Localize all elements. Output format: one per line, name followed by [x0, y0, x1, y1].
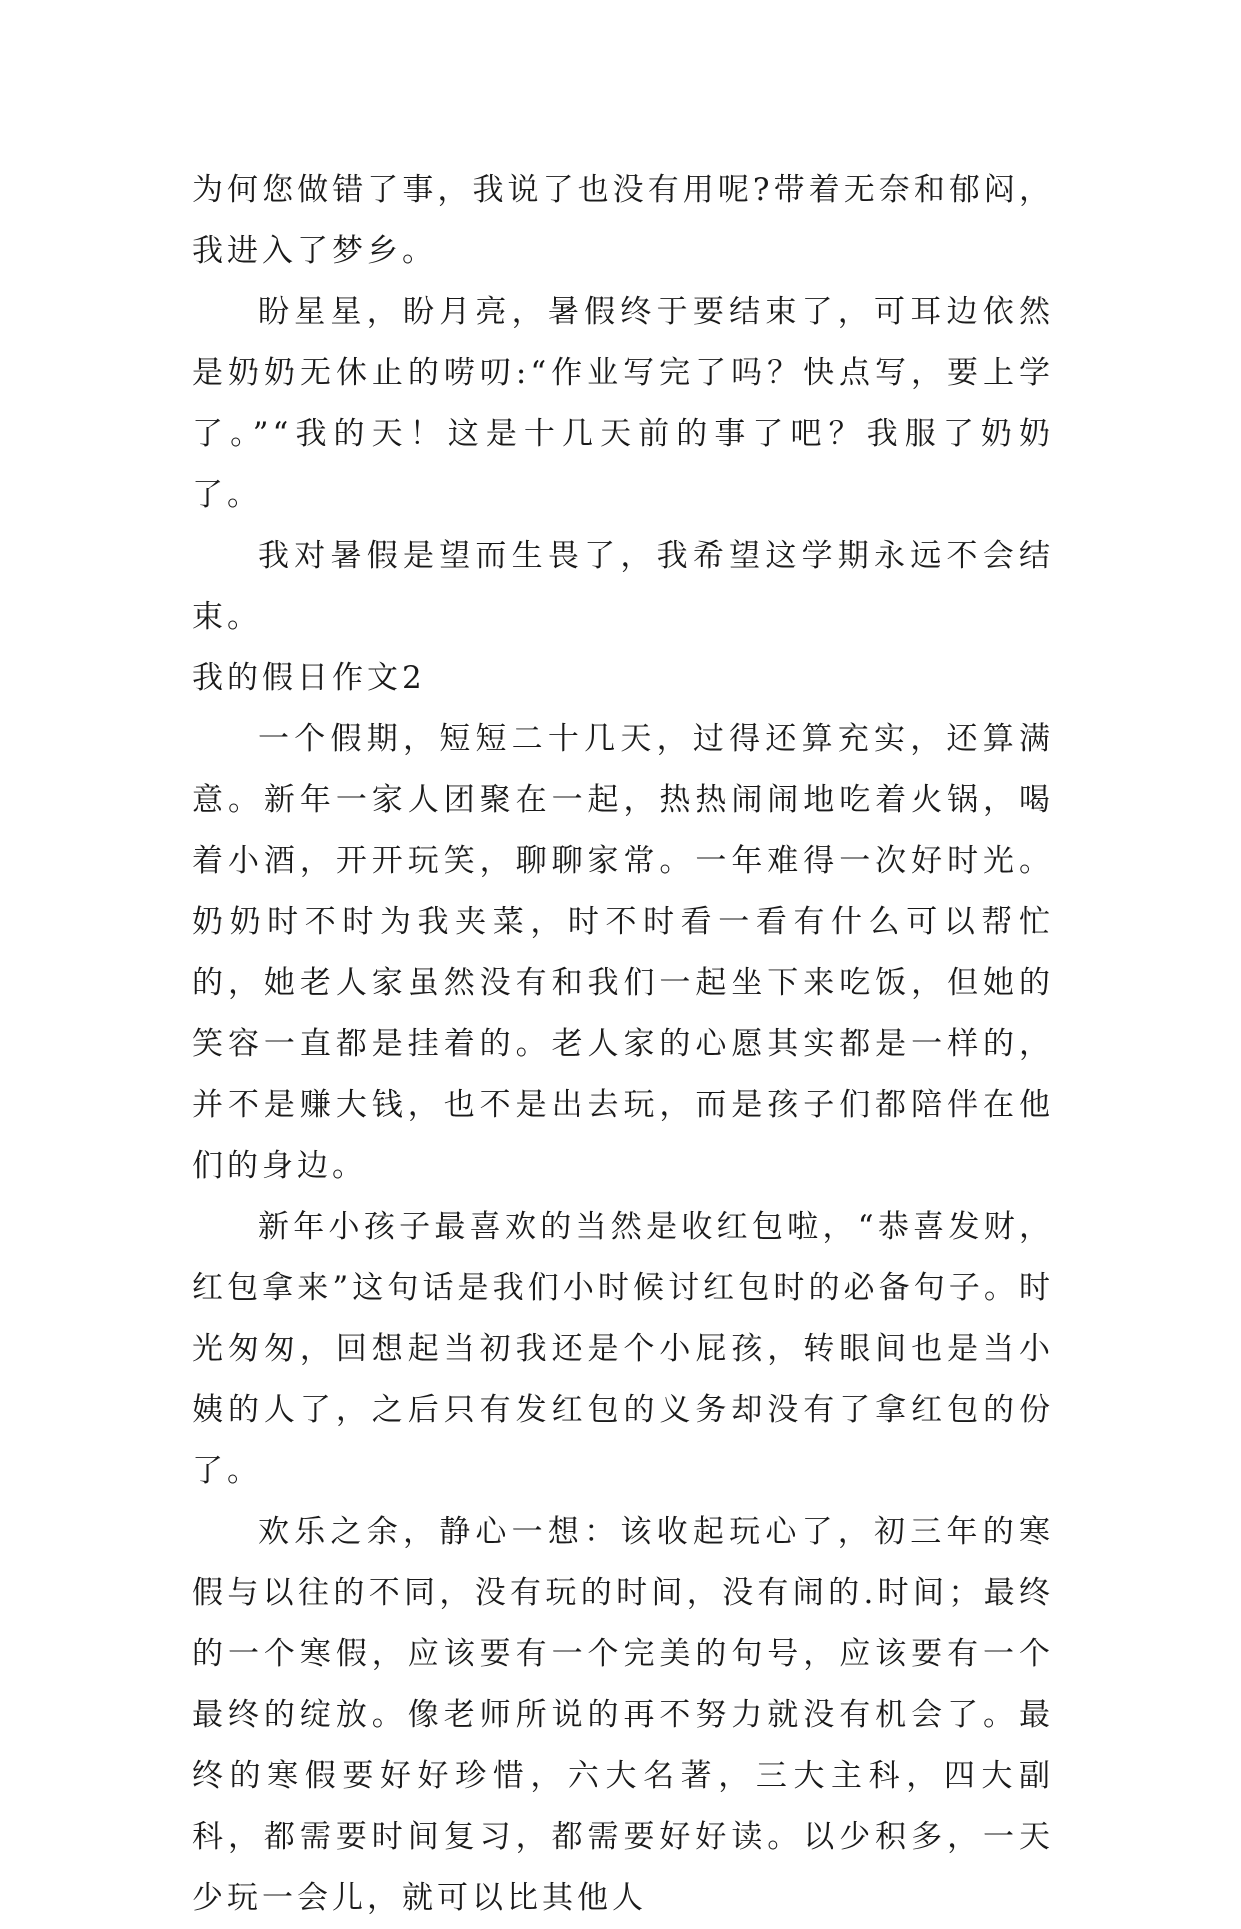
paragraph: 一个假期，短短二十几天，过得还算充实，还算满意。新年一家人团聚在一起，热热闹闹地吃着火锅，喝着小酒，开开玩笑，聊聊家常。一年难得一次好时光。奶奶时不时为我夹菜，时不时看一看有什么可以帮忙的，她老人家虽然没有和我们一起坐下来吃饭，但她的笑容一直都是挂着的。老人家的心愿其实都是一样的，并不是赚大钱，也不是出去玩，而是孩子们都陪伴在他们的身边。 — [192, 721, 1054, 1184]
paragraph-continuation: 为何您做错了事，我说了也没有用呢?带着无奈和郁闷，我进入了梦乡。 — [192, 172, 1054, 269]
paragraph: 欢乐之余，静心一想：该收起玩心了，初三年的寒假与以往的不同，没有玩的时间，没有闹的.时间；最终的一个寒假，应该要有一个完美的句号，应该要有一个最终的绽放。像老师所说的再不努力就没有机会了。最终的寒假要好好珍惜，六大名著，三大主科，四大副科，都需要时间复习，都需要好好读。以少积多，一天少玩一会儿，就可以比其他人 — [192, 1514, 1054, 1916]
paragraph: 我对暑假是望而生畏了，我希望这学期永远不会结束。 — [192, 538, 1054, 635]
section-heading: 我的假日作文2 — [192, 660, 426, 696]
paragraph: 盼星星，盼月亮，暑假终于要结束了，可耳边依然是奶奶无休止的唠叨:“作业写完了吗？快点写，要上学了。”“我的天！这是十几天前的事了吧？我服了奶奶了。 — [192, 294, 1054, 513]
paragraph: 新年小孩子最喜欢的当然是收红包啦，“恭喜发财，红包拿来”这句话是我们小时候讨红包时的必备句子。时光匆匆，回想起当初我还是个小屁孩，转眼间也是当小姨的人了，之后只有发红包的义务却没有了拿红包的份了。 — [192, 1209, 1054, 1489]
document-body — [192, 160, 1054, 1929]
